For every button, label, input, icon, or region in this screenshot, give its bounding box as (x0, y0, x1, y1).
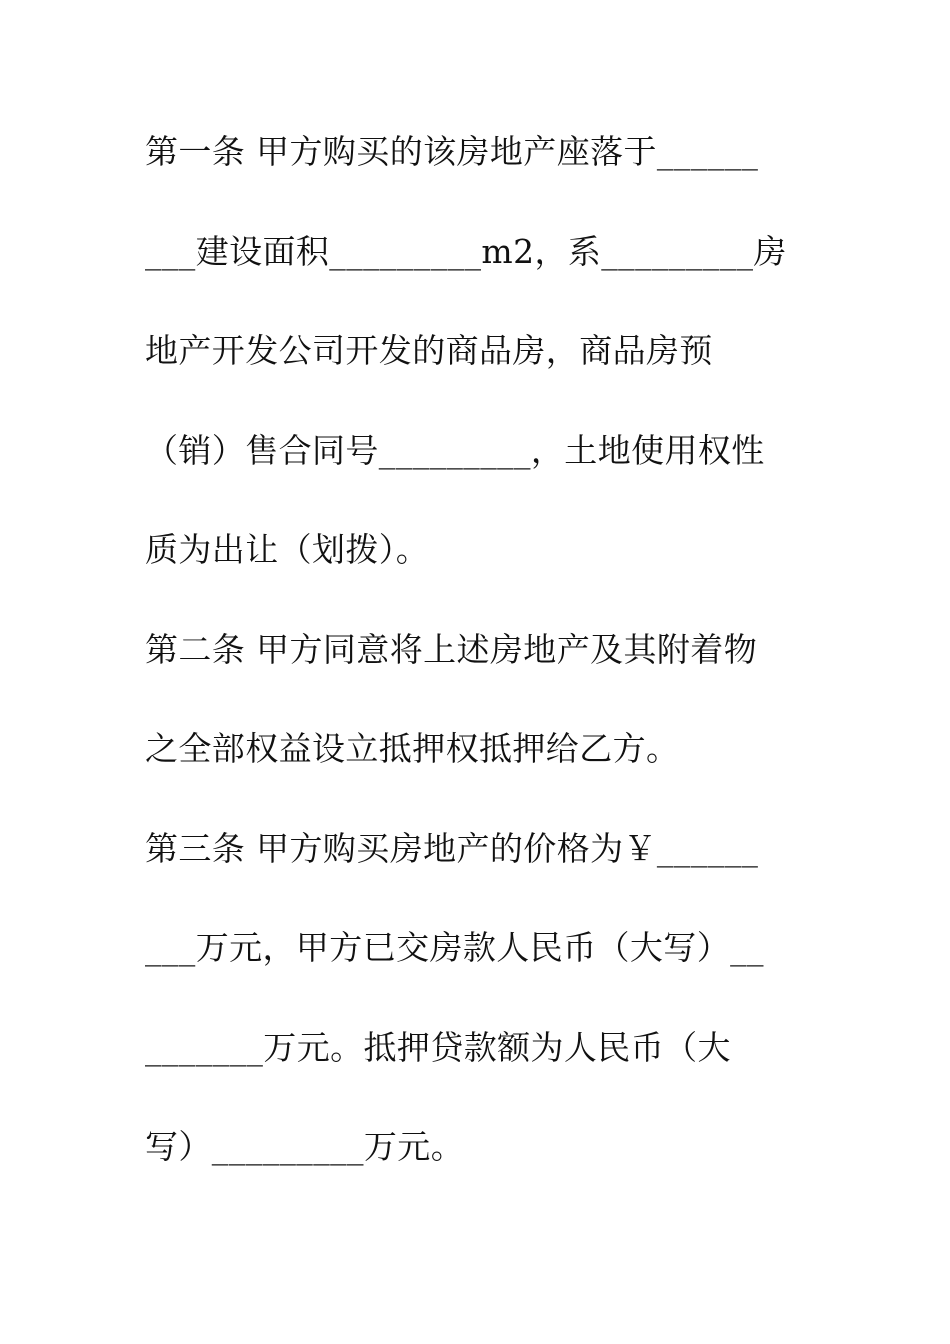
text-line: ___万元，甲方已交房款人民币（大写）__ (145, 928, 764, 967)
text-line: 地产开发公司开发的商品房，商品房预 (145, 331, 713, 370)
text-line: （销）售合同号_________，土地使用权性 (145, 430, 765, 470)
text-line: 第二条 甲方同意将上述房地产及其附着物 (145, 629, 758, 669)
text-line: 写）_________万元。 (145, 1127, 465, 1166)
contract-text (145, 124, 805, 1219)
text-line: 第一条 甲方购买的该房地产座落于______ (145, 132, 759, 171)
text-line: 之全部权益设立抵押权抵押给乙方。 (145, 729, 680, 768)
text-line: ___建设面积_________m2，系_________房 (145, 231, 787, 271)
text-line: 质为出让（划拨）。 (145, 530, 430, 569)
text-line: _______万元。抵押贷款额为人民币（大 (145, 1027, 731, 1067)
text-line: 第三条 甲方购买房地产的价格为￥______ (145, 828, 759, 868)
